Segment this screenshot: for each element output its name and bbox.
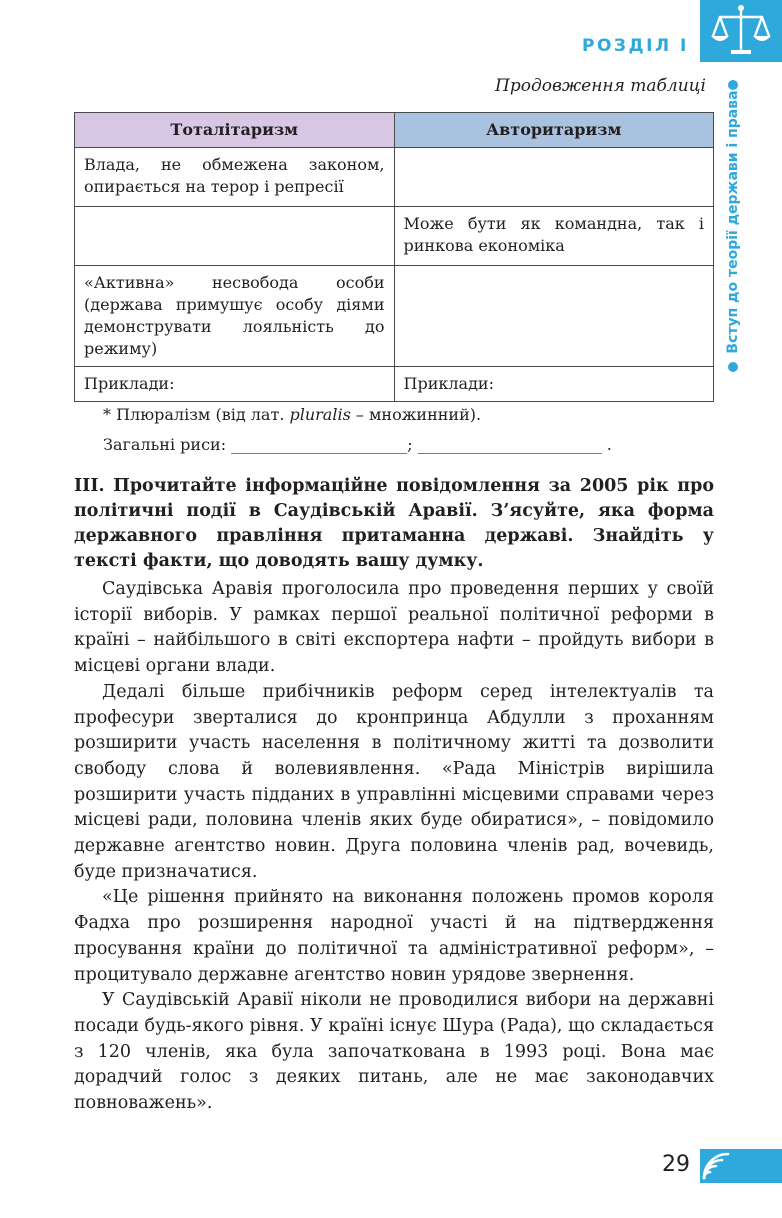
footnote [103, 405, 481, 424]
page-number: 29 [662, 1152, 690, 1177]
paragraph: Саудівська Аравія проголосила про проведення перших у своїй історії виборів. У рамках першої реальної політичної реформи в країні – найбільшого в світі експортера нафти – пройдуть вибори в місцеві органи влади. [74, 579, 714, 677]
article-body [74, 577, 714, 1117]
table-cell-examples: Приклади: [75, 367, 395, 402]
table-row [75, 207, 714, 266]
task-heading: ІІІ. Прочитайте інформаційне повідомлення за 2005 рік про політичні події в Саудівській Аравії. З’ясуйте, яка форма державного правління притаманна державі. Знайдіть у тексті факти, що доводять вашу думку. [74, 476, 714, 571]
side-dot-top [728, 80, 738, 90]
table-continuation-note: Продовження таблиці [495, 76, 706, 96]
table-row [75, 367, 714, 402]
table-cell-blank[interactable] [394, 148, 714, 207]
table-cell-blank[interactable] [394, 266, 714, 367]
footnote-term: pluralis [289, 405, 351, 424]
section-label: РОЗДІЛ І [582, 36, 689, 56]
corner-decoration [700, 1149, 782, 1183]
general-features-blank-2[interactable]: _______________________ . [417, 435, 612, 454]
paragraph: У Саудівській Аравії ніколи не проводилися вибори на державні посади будь-якого рівня. У країні існує Шура (Рада), що складається з 120 членів, яка була започаткована в 1993 році. Вона має дорадчий голос з деяких питань, але не має законодавчих повноважень». [74, 990, 714, 1114]
scales-of-justice-icon [700, 0, 782, 62]
general-features-separator: ; [407, 435, 418, 454]
general-features-line [103, 435, 612, 454]
side-chapter-label: Вступ до теорії держави і права [725, 90, 741, 354]
general-features-blank-1[interactable]: ______________________ [226, 435, 408, 454]
paragraph: Дедалі більше прибічників реформ серед інтелектуалів та професури зверталися до кронпринца Абдулли з проханням розширити участь населення в політичному житті та дозволити свободу слова й волевиявлення. «Рада Міністрів вирішила розширити участь підданих в управлінні місцевими справами через місцеві ради, половина членів яких буде обиратися», – повідомило державне агентство новин. Друга половина членів рад, вочевидь, буде призначатися. [74, 681, 714, 882]
section-logo [700, 0, 782, 62]
side-dot-bottom [728, 362, 738, 372]
table-cell-blank[interactable] [75, 207, 395, 266]
table-cell: «Активна» несвобода особи (держава примушує особу діями демонструвати лояльність до режиму) [75, 266, 395, 367]
general-features-label: Загальні риси: [103, 435, 227, 454]
footnote-suffix: – множинний). [350, 405, 482, 424]
paragraph: «Це рішення прийнято на виконання положень промов короля Фадха про розширення народної участі й на підтвердження просування країни до політичної та адміністративної реформ», – процитувало державне агентство новин урядове звернення. [74, 887, 714, 985]
table-cell-examples: Приклади: [394, 367, 714, 402]
table-cell: Може бути як командна, так і ринкова економіка [394, 207, 714, 266]
footnote-prefix: * Плюралізм (від лат. [103, 405, 290, 424]
header-authoritarianism: Авторитаризм [394, 113, 714, 148]
table-row [75, 148, 714, 207]
signal-arcs-icon [700, 1149, 782, 1183]
table-header-row [75, 113, 714, 148]
table-cell: Влада, не обмежена законом, опирається на терор і репресії [75, 148, 395, 207]
comparison-table [74, 112, 714, 402]
table-row [75, 266, 714, 367]
header-totalitarianism: Тоталітаризм [75, 113, 395, 148]
